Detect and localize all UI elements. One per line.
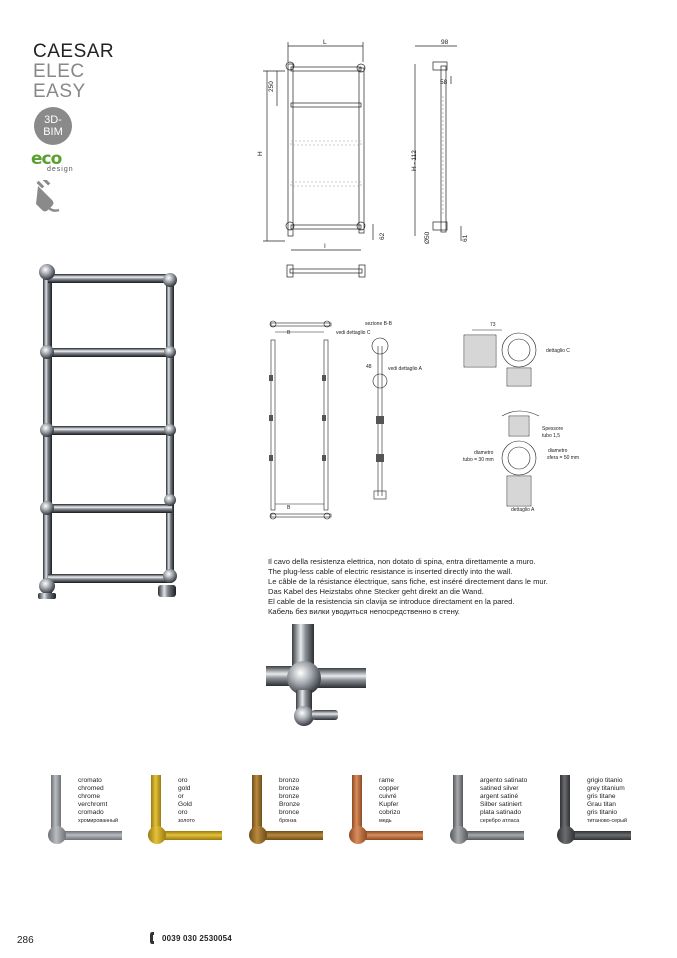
- note-line-it: Il cavo della resistenza elettrica, non dotato di spina, entra direttamente a muro.: [268, 557, 536, 566]
- finish-label: oro: [178, 809, 188, 817]
- finish-label: copper: [379, 785, 400, 793]
- finish-swatch-oro: [148, 775, 246, 850]
- label-vedi-dettaglio-a: vedi dettaglio A: [388, 366, 422, 372]
- finish-label: bronzo: [279, 777, 300, 784]
- finish-label: gris titanio: [587, 809, 618, 817]
- label-diametro-sfera: diametro: [548, 448, 568, 454]
- dim-diam-50: Ø50: [424, 231, 431, 244]
- finish-labels-oro: [178, 777, 195, 826]
- finish-label: bronze: [279, 785, 300, 793]
- dim-58: 58: [440, 79, 448, 86]
- finish-labels-rame: [379, 777, 400, 826]
- dim-b-bottom: B: [287, 505, 291, 511]
- bim-badge: [34, 107, 72, 145]
- dim-61: 61: [462, 234, 469, 242]
- product-name: CAESAR: [33, 41, 115, 62]
- label-dettaglio-a: dettaglio A: [511, 507, 535, 513]
- label-dettaglio-c: dettaglio C: [546, 348, 570, 354]
- finish-label: титаново-серый: [587, 818, 628, 825]
- finish-label: chromed: [78, 785, 104, 793]
- finish-label: медь: [379, 818, 392, 825]
- note-line-es: El cable de la resistencia sin clavija se introduce directament en la pared.: [268, 597, 515, 606]
- finish-label: gris titane: [587, 793, 616, 801]
- note-line-ru: Кабель без вилки уводиться непосредственно в стену.: [268, 607, 460, 616]
- dim-73: 73: [490, 322, 496, 328]
- finish-label: bronze: [279, 793, 300, 801]
- finish-label: золото: [178, 818, 195, 825]
- finish-label: Gold: [178, 801, 192, 809]
- note-line-de: Das Kabel des Heizstabs ohne Stecker geht direkt an die Wand.: [268, 587, 484, 596]
- connection-detail-photo: [266, 624, 366, 736]
- dim-48: 48: [366, 364, 372, 370]
- finish-label: satined silver: [480, 785, 519, 793]
- dim-98: 98: [441, 39, 449, 46]
- finish-label: bronce: [279, 809, 300, 817]
- finish-label: cuivré: [379, 793, 397, 801]
- finish-label: cromado: [78, 809, 104, 817]
- finish-label: grey titanium: [587, 785, 625, 793]
- label-vedi-dettaglio-c: vedi dettaglio C: [336, 330, 371, 336]
- finish-label: Grau titan: [587, 801, 616, 809]
- finish-swatch-titanio: [557, 775, 655, 850]
- finish-swatch-rame: [349, 775, 447, 850]
- finish-labels-bronzo: [279, 777, 300, 826]
- finish-label: cobrizo: [379, 809, 401, 817]
- finish-swatch-cromato: [48, 775, 146, 850]
- finish-label: argent satiné: [480, 793, 519, 801]
- label-sezione: sezione B-B: [365, 321, 392, 327]
- technical-drawing-section: [262, 318, 607, 528]
- note-line-en: The plug-less cable of electric resistance is inserted directly into the wall.: [268, 567, 513, 576]
- finish-label: rame: [379, 777, 395, 784]
- finish-label: chrome: [78, 793, 100, 801]
- finish-label: cromato: [78, 777, 102, 784]
- product-subtitle-elec: ELEC: [33, 61, 85, 82]
- finish-label: or: [178, 793, 184, 801]
- finish-labels-titanio: [587, 777, 627, 826]
- eco-design-logo: [31, 149, 83, 175]
- note-line-fr: Le câble de la résistance électrique, sans fiche, est inséré directement dans le mur.: [268, 577, 548, 586]
- eco-logo-sub: design: [47, 166, 74, 173]
- finish-label: Bronze: [279, 801, 300, 809]
- label-sfera-50: sfera = 50 mm: [547, 455, 580, 461]
- finish-label: gold: [178, 785, 191, 793]
- cable-note: [268, 557, 548, 617]
- telephone-handset-icon: [150, 931, 158, 945]
- finish-label: хромированный: [78, 818, 119, 825]
- finish-label: серебро атласа: [480, 818, 520, 825]
- finish-label: verchromt: [78, 801, 108, 809]
- page-number: 286: [17, 935, 34, 946]
- technical-drawing-front: [255, 36, 475, 286]
- radiator-photo-bars: [48, 274, 172, 583]
- bim-badge-line1: 3D-: [44, 114, 62, 126]
- label-tubo-30: tubo = 30 mm: [463, 457, 494, 463]
- product-subtitle-easy: EASY: [33, 81, 86, 102]
- phone-contact: [150, 931, 232, 945]
- finish-label: Silber satiniert: [480, 801, 522, 809]
- dim-b-top: B: [287, 330, 291, 336]
- dim-250: 250: [268, 81, 275, 92]
- finish-label: Kupfer: [379, 801, 399, 809]
- finish-label: plata satinado: [480, 809, 522, 817]
- finish-label: oro: [178, 777, 188, 784]
- radiator-photo: [30, 260, 190, 605]
- bim-badge-line2: BIM: [43, 126, 63, 138]
- dim-h: H: [257, 151, 264, 156]
- phone-number: 0039 030 2530054: [162, 933, 232, 943]
- finish-labels-cromato: [78, 777, 118, 826]
- finish-swatch-bronzo: [249, 775, 347, 850]
- eco-logo-word: eco: [31, 149, 62, 169]
- label-tubo: tubo 1,5: [542, 433, 561, 439]
- label-diametro-tubo: diametro: [474, 450, 494, 456]
- finish-labels-argento: [480, 777, 527, 826]
- finish-swatch-argento: [450, 775, 548, 850]
- dim-62: 62: [379, 232, 386, 240]
- finish-label: argento satinato: [480, 777, 528, 784]
- dim-i: I: [324, 243, 326, 250]
- label-spessore: Spessore: [542, 426, 564, 432]
- dim-l: L: [323, 39, 327, 46]
- electric-plug-icon: [35, 180, 61, 214]
- finish-label: бронза: [279, 818, 297, 825]
- finish-label: grigio titanio: [587, 777, 623, 784]
- dim-h-112: H - 112: [411, 150, 418, 171]
